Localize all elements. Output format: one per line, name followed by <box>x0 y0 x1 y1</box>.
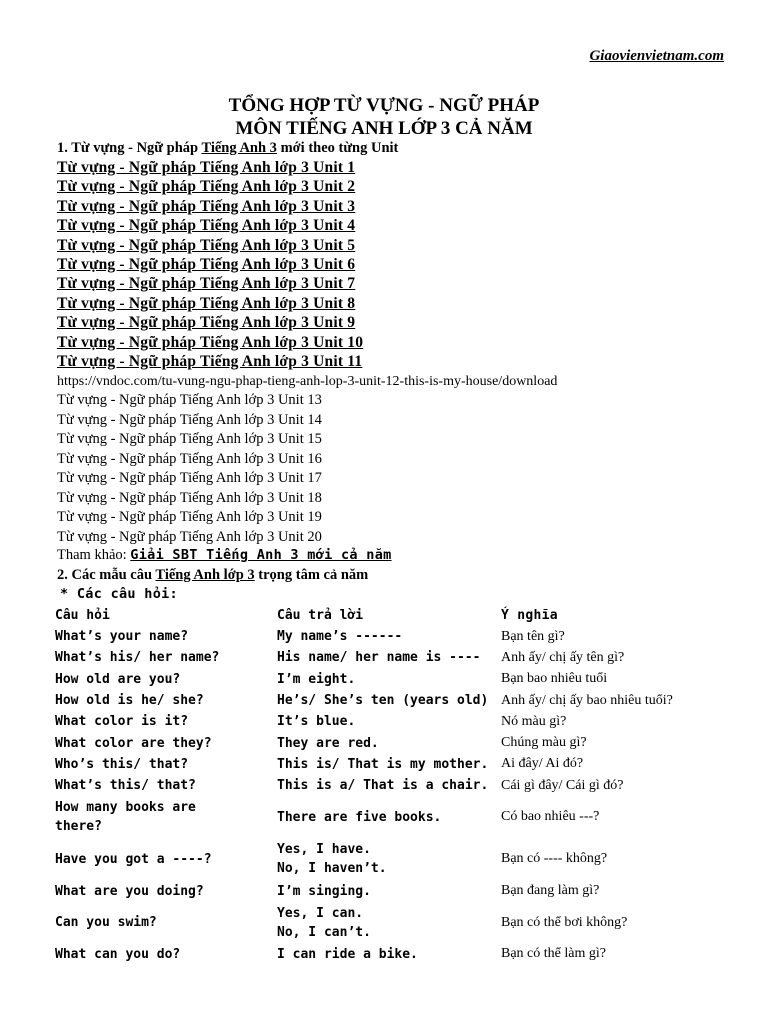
meaning-cell: Bạn có thể làm gì? <box>501 946 606 962</box>
answer-cell: They are red. <box>277 735 379 751</box>
unit-link[interactable]: Từ vựng - Ngữ pháp Tiếng Anh lớp 3 Unit 1 <box>57 159 356 176</box>
meaning-cell: Bạn có thể bơi không? <box>501 914 628 930</box>
question-cell: How old are you? <box>55 671 181 687</box>
unit-link-list <box>57 158 363 371</box>
unit-link[interactable]: Từ vựng - Ngữ pháp Tiếng Anh lớp 3 Unit 5 <box>57 236 356 254</box>
header-question: Câu hỏi <box>55 607 110 623</box>
question-cell: Have you got a ----? <box>55 851 212 867</box>
table-row <box>53 754 723 775</box>
answer-cell: I can ride a bike. <box>277 946 418 962</box>
table-row <box>53 775 723 796</box>
meaning-cell: Anh ấy/ chị ấy tên gì? <box>501 649 625 665</box>
table-header-row <box>53 604 723 626</box>
answer-cell: This is a/ That is a chair. <box>277 778 489 794</box>
meaning-cell: Bạn có ---- không? <box>501 851 608 867</box>
unit-item: Từ vựng - Ngữ pháp Tiếng Anh lớp 3 Unit 15 <box>57 431 322 447</box>
url-line[interactable]: https://vndoc.com/tu-vung-ngu-phap-tieng-anh-lop-3-unit-12-this-is-my-house/download <box>57 374 558 389</box>
plain-unit-list <box>57 391 322 547</box>
question-line: there? <box>55 819 102 835</box>
table-row <box>53 690 723 711</box>
qa-table <box>53 604 723 965</box>
unit-item: Từ vựng - Ngữ pháp Tiếng Anh lớp 3 Unit 13 <box>57 392 322 408</box>
question-cell: How old is he/ she? <box>55 693 204 709</box>
meaning-cell: Bạn đang làm gì? <box>501 883 600 899</box>
meaning-cell: Bạn bao nhiêu tuổi <box>501 671 608 687</box>
answer-cell: This is/ That is my mother. <box>277 756 489 772</box>
site-link[interactable]: Giaovienvietnam.com <box>589 48 724 64</box>
table-row <box>53 902 723 944</box>
section-2-heading <box>57 566 368 585</box>
question-cell: Who’s this/ that? <box>55 756 189 772</box>
unit-link[interactable]: Từ vựng - Ngữ pháp Tiếng Anh lớp 3 Unit 10 <box>57 333 364 351</box>
question-cell: What can you do? <box>55 946 181 962</box>
unit-link[interactable]: Từ vựng - Ngữ pháp Tiếng Anh lớp 3 Unit 4 <box>57 217 356 235</box>
answer-line: Yes, I can. <box>277 905 364 921</box>
meaning-cell: Bạn tên gì? <box>501 628 565 644</box>
unit-link[interactable]: Từ vựng - Ngữ pháp Tiếng Anh lớp 3 Unit 2 <box>57 178 356 196</box>
section-1-heading <box>57 139 398 158</box>
title-line-2: MÔN TIẾNG ANH LỚP 3 CẢ NĂM <box>235 118 533 139</box>
answer-cell: There are five books. <box>277 809 442 825</box>
unit-link[interactable]: Từ vựng - Ngữ pháp Tiếng Anh lớp 3 Unit 8 <box>57 294 356 312</box>
table-row <box>53 838 723 880</box>
unit-item: Từ vựng - Ngữ pháp Tiếng Anh lớp 3 Unit 18 <box>57 489 322 506</box>
unit-item: Từ vựng - Ngữ pháp Tiếng Anh lớp 3 Unit 14 <box>57 411 322 428</box>
unit-item: Từ vựng - Ngữ pháp Tiếng Anh lớp 3 Unit 17 <box>57 470 322 486</box>
answer-cell: I’m eight. <box>277 671 356 687</box>
answer-cell: I’m singing. <box>277 883 371 899</box>
answer-line: No, I haven’t. <box>277 861 387 877</box>
question-cell: What’s your name? <box>55 629 189 645</box>
section-2-link[interactable]: Tiếng Anh lớp 3 <box>155 567 255 583</box>
unit-item: Từ vựng - Ngữ pháp Tiếng Anh lớp 3 Unit 19 <box>57 509 322 525</box>
unit-link[interactable]: Từ vựng - Ngữ pháp Tiếng Anh lớp 3 Unit 6 <box>57 255 356 273</box>
answer-cell: It’s blue. <box>277 714 356 730</box>
questions-heading: * Các câu hỏi: <box>60 586 178 602</box>
meaning-cell: Anh ấy/ chị ấy bao nhiêu tuổi? <box>501 692 673 708</box>
question-cell: What color is it? <box>55 714 189 730</box>
section-2-prefix: 2. Các mẫu câu <box>57 567 156 583</box>
table-row <box>53 944 723 965</box>
answer-line: No, I can’t. <box>277 924 371 940</box>
table-row <box>53 732 723 753</box>
meaning-cell: Nó màu gì? <box>501 713 567 729</box>
section-1-suffix: mới theo từng Unit <box>276 140 399 156</box>
unit-link[interactable]: Từ vựng - Ngữ pháp Tiếng Anh lớp 3 Unit 3 <box>57 197 356 215</box>
header-meaning: Ý nghĩa <box>501 607 558 623</box>
meaning-cell: Cái gì đây/ Cái gì đó? <box>501 777 624 793</box>
unit-link[interactable]: Từ vựng - Ngữ pháp Tiếng Anh lớp 3 Unit 11 <box>57 352 363 370</box>
meaning-cell: Có bao nhiêu ---? <box>501 809 600 825</box>
unit-link[interactable]: Từ vựng - Ngữ pháp Tiếng Anh lớp 3 Unit 9 <box>57 314 356 332</box>
reference-line <box>57 546 392 565</box>
meaning-cell: Chúng màu gì? <box>501 735 587 751</box>
question-cell <box>53 796 275 838</box>
question-cell: What color are they? <box>55 735 212 751</box>
reference-prefix: Tham khảo: <box>57 547 131 563</box>
question-cell: Can you swim? <box>55 915 157 931</box>
question-cell: What’s his/ her name? <box>55 650 220 666</box>
unit-item: Từ vựng - Ngữ pháp Tiếng Anh lớp 3 Unit 16 <box>57 450 322 467</box>
answer-line: Yes, I have. <box>277 842 371 858</box>
table-row <box>53 796 723 838</box>
title-line-1: TỔNG HỢP TỪ VỰNG - NGỮ PHÁP <box>228 95 540 116</box>
unit-item: Từ vựng - Ngữ pháp Tiếng Anh lớp 3 Unit 20 <box>57 528 322 545</box>
question-cell: What are you doing? <box>55 883 204 899</box>
unit-link[interactable]: Từ vựng - Ngữ pháp Tiếng Anh lớp 3 Unit 7 <box>57 275 356 293</box>
section-1-link[interactable]: Tiếng Anh 3 <box>201 140 277 156</box>
section-1-prefix: 1. Từ vựng - Ngữ pháp <box>57 140 202 156</box>
table-row <box>53 669 723 690</box>
question-cell: What’s this/ that? <box>55 778 196 794</box>
answer-cell <box>275 838 499 880</box>
question-line: How many books are <box>55 800 196 816</box>
reference-link[interactable]: Giải SBT Tiếng Anh 3 mới cả năm <box>130 547 392 563</box>
table-row <box>53 711 723 732</box>
answer-cell <box>275 902 499 944</box>
answer-cell: His name/ her name is ---- <box>277 650 481 666</box>
table-row <box>53 880 723 901</box>
answer-cell: My name’s ------ <box>277 629 403 645</box>
section-2-suffix: trọng tâm cả năm <box>254 567 369 583</box>
answer-cell: He’s/ She’s ten (years old) <box>277 693 489 709</box>
header-answer: Câu trả lời <box>277 607 364 623</box>
table-row <box>53 626 723 647</box>
table-row <box>53 647 723 668</box>
meaning-cell: Ai đây/ Ai đó? <box>501 756 584 772</box>
